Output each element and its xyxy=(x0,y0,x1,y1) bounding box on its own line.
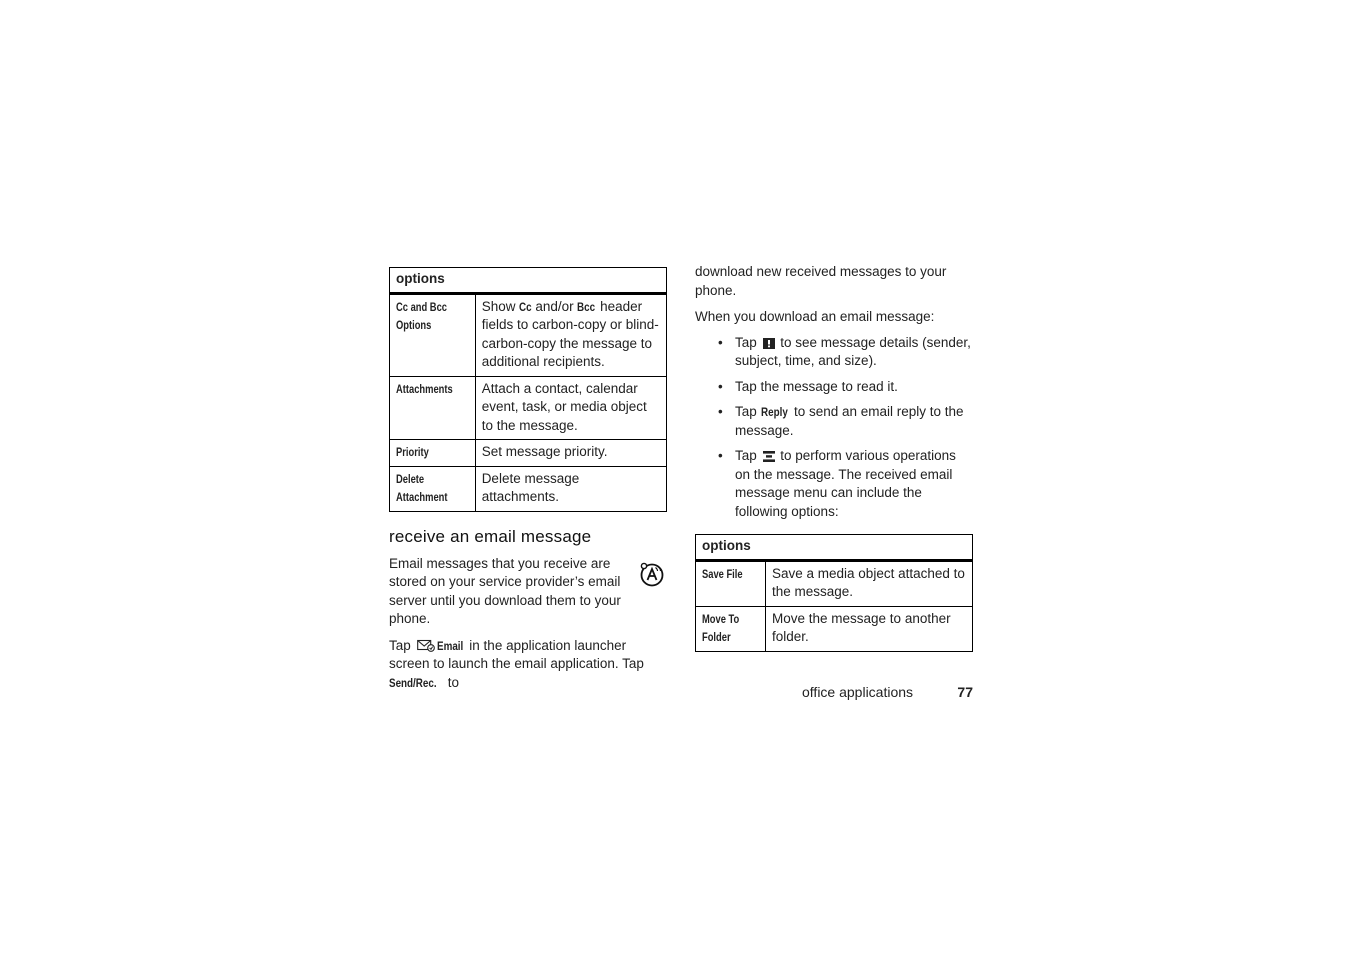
option-description: Move the message to another folder. xyxy=(766,606,973,651)
table-row xyxy=(390,440,667,467)
options-table-header: options xyxy=(390,268,667,294)
option-key-move-to-folder: Move To Folder xyxy=(702,611,740,644)
options-table-right xyxy=(695,534,973,652)
option-description: Attach a contact, calendar event, task, or media object to the message. xyxy=(475,376,666,440)
download-actions-list xyxy=(695,334,973,522)
option-description: Set message priority. xyxy=(475,440,666,467)
network-service-icon xyxy=(639,561,665,587)
footer-section-label: office applications xyxy=(802,684,914,700)
left-column xyxy=(389,267,667,700)
table-row xyxy=(390,376,667,440)
section-title: receive an email message xyxy=(389,526,592,546)
cc-label: Cc xyxy=(519,299,532,314)
email-app-label: Email xyxy=(436,638,463,653)
table-row xyxy=(696,560,973,606)
option-key-cc-bcc: Cc and Bcc Options xyxy=(396,299,447,332)
email-envelope-icon xyxy=(417,639,435,652)
table-row xyxy=(696,606,973,651)
bcc-label: Bcc xyxy=(577,299,596,314)
option-key-delete-attachment: Delete Attachment xyxy=(396,471,448,504)
info-details-icon xyxy=(763,338,775,349)
table-row xyxy=(390,293,667,376)
reply-label: Reply xyxy=(760,405,788,419)
page-number: 77 xyxy=(957,684,973,700)
intro-paragraph: Email messages that you receive are stored on your service provider’s email server until you download them to your phone. xyxy=(389,555,621,626)
right-column xyxy=(695,263,973,652)
table-row xyxy=(390,466,667,511)
tap-email-paragraph: Tap Email in the application launcher screen to launch the email application. Tap Send/Rec. to xyxy=(389,637,667,693)
menu-icon xyxy=(763,451,775,462)
list-item: • Tap Reply to send an email reply to the message. xyxy=(735,403,973,440)
list-item: • Tap the message to read it. xyxy=(735,378,973,397)
option-description: Save a media object attached to the message. xyxy=(766,560,973,606)
list-item: • Tap to perform various operations on the message. The received email message menu can include the following options: xyxy=(735,447,973,521)
continued-paragraph: download new received messages to your phone. xyxy=(695,264,947,298)
options-table-header: options xyxy=(696,535,973,561)
option-description: Delete message attachments. xyxy=(475,466,666,511)
option-key-attachments: Attachments xyxy=(396,381,453,396)
send-rec-label: Send/Rec. xyxy=(389,675,437,690)
intro-block xyxy=(389,555,667,629)
list-item: • Tap to see message details (sender, subject, time, and size). xyxy=(735,334,973,371)
option-description: Show Cc and/or Bcc header fields to carbon-copy or blind-carbon-copy the message to additional recipients. xyxy=(475,293,666,376)
when-download-paragraph: When you download an email message: xyxy=(695,309,935,324)
options-table-left xyxy=(389,267,667,512)
option-key-priority: Priority xyxy=(396,445,429,459)
option-key-save-file: Save File xyxy=(702,566,743,581)
